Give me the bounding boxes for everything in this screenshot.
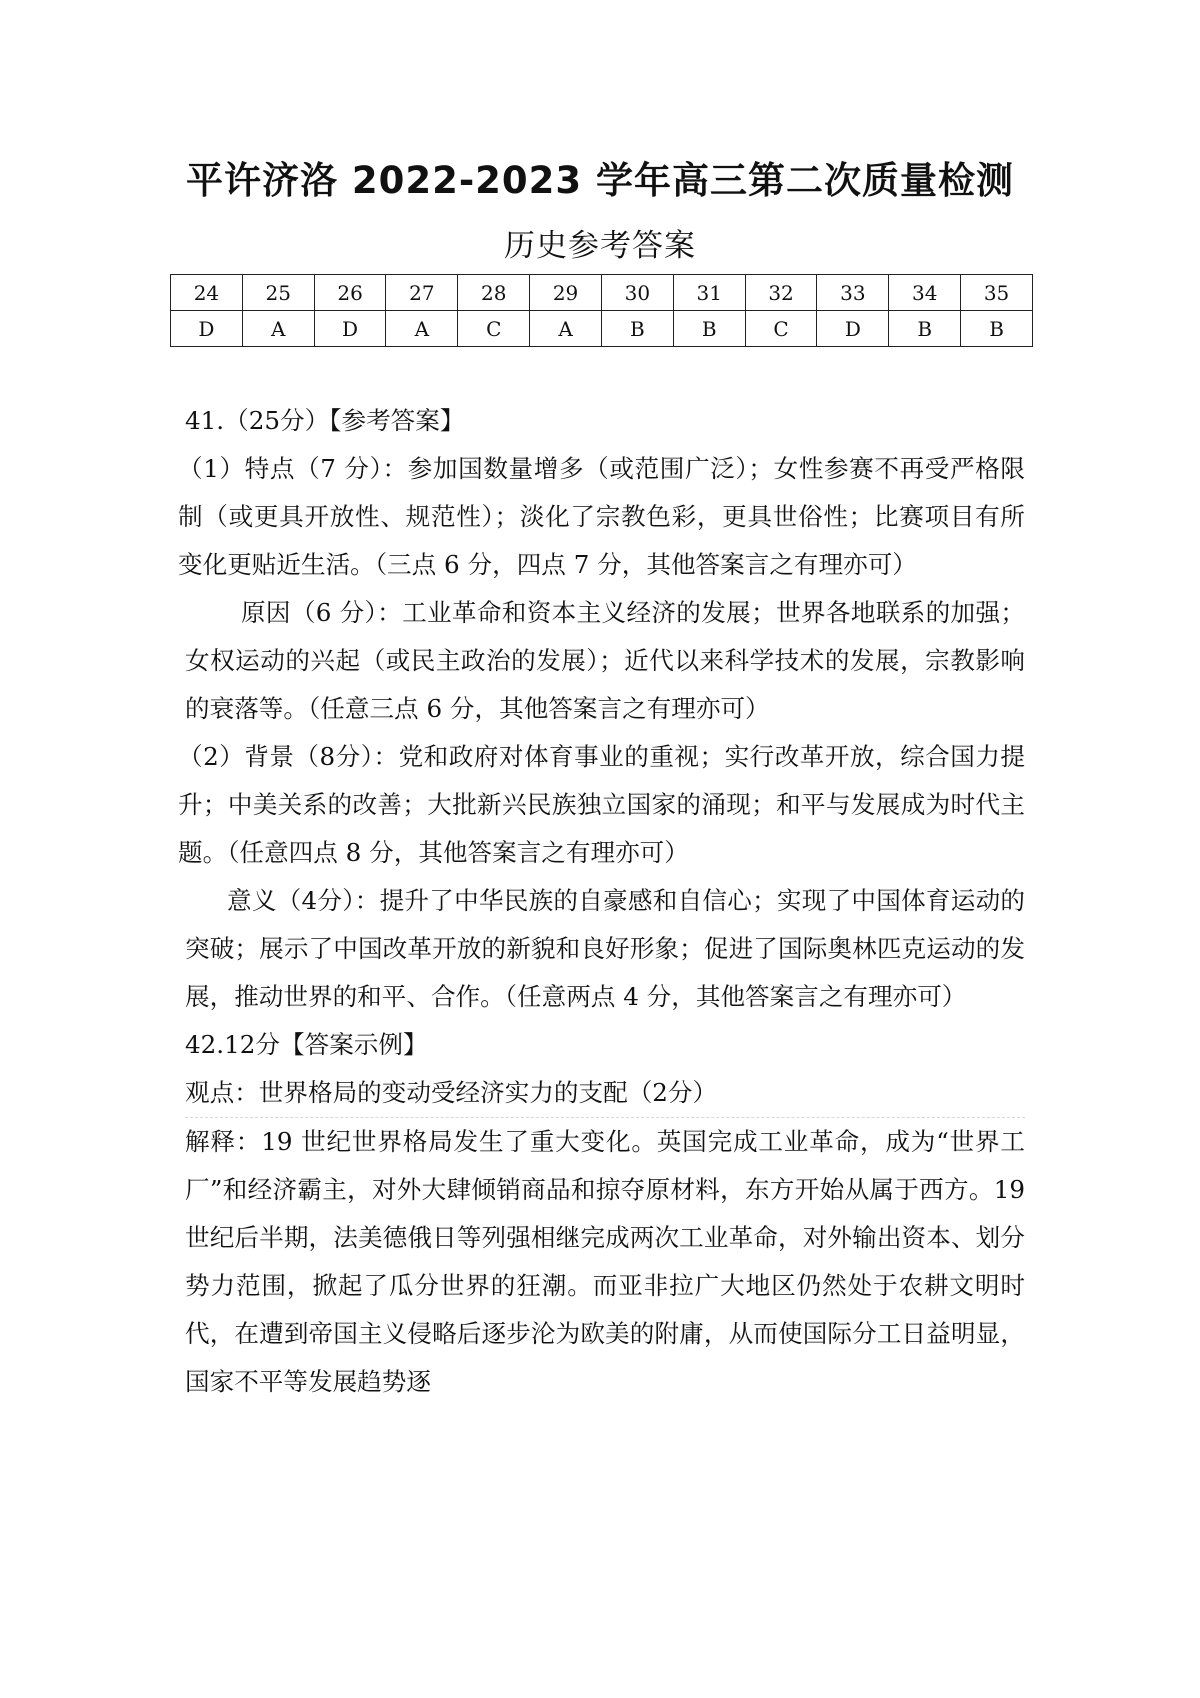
- question-number-cell: 24: [171, 275, 243, 311]
- answer-cell: B: [961, 311, 1033, 347]
- answer-cell: A: [530, 311, 602, 347]
- question-number-cell: 28: [458, 275, 530, 311]
- question-number-cell: 34: [889, 275, 961, 311]
- question-number-cell: 32: [745, 275, 817, 311]
- question-number-cell: 35: [961, 275, 1033, 311]
- q42-heading: 42.12分【答案示例】: [185, 1030, 428, 1059]
- question-number-cell: 27: [386, 275, 458, 311]
- question-number-cell: 30: [601, 275, 673, 311]
- q42-viewpoint: 观点：世界格局的变动受经济实力的支配（2分）: [185, 1069, 1025, 1118]
- question-number-row: [171, 275, 1033, 311]
- q41-part1-reasons: 原因（6 分）：工业革命和资本主义经济的发展；世界各地联系的加强；女权运动的兴起（或民主政治的发展）；近代以来科学技术的发展，宗教影响的衰落等。（任意三点 6 分，其他答案言之有理亦可）: [185, 598, 1025, 723]
- answer-cell: D: [314, 311, 386, 347]
- answer-cell: A: [386, 311, 458, 347]
- answer-cell: C: [745, 311, 817, 347]
- answer-cell: A: [242, 311, 314, 347]
- document-title: 平许济洛 2022-2023 学年高三第二次质量检测: [185, 159, 1015, 202]
- q41-heading: 41.（25分）【参考答案】: [185, 406, 465, 435]
- answer-table: [170, 274, 1033, 347]
- answer-cell: C: [458, 311, 530, 347]
- answer-row: [171, 311, 1033, 347]
- q42-explanation: 解释：19 世纪世界格局发生了重大变化。英国完成工业革命，成为“世界工厂”和经济霸主，对外大肆倾销商品和掠夺原材料，东方开始从属于西方。19 世纪后半期，法美德俄日等列强相继完成两次工业革命，对外输出资本、划分势力范围，掀起了瓜分世界的狂潮。而亚非拉广大地区仍然处于农耕文明时代，在遭到帝国主义侵略后逐步沦为欧美的附庸，从而使国际分工日益明显，国家不平等发展趋势逐: [185, 1127, 1025, 1396]
- answer-cell: B: [601, 311, 673, 347]
- document-subtitle: 历史参考答案: [504, 228, 696, 264]
- question-number-cell: 26: [314, 275, 386, 311]
- answer-cell: B: [889, 311, 961, 347]
- answer-cell: D: [817, 311, 889, 347]
- q41-part2-background: （2）背景（8分）：党和政府对体育事业的重视；实行改革开放，综合国力提升；中美关系的改善；大批新兴民族独立国家的涌现；和平与发展成为时代主题。（任意四点 8 分，其他答案言之有理亦可）: [178, 742, 1025, 867]
- q41-part1-features: （1）特点（7 分）：参加国数量增多（或范围广泛）；女性参赛不再受严格限制（或更具开放性、规范性）；淡化了宗教色彩，更具世俗性；比赛项目有所变化更贴近生活。（三点 6 分，四点 7 分，其他答案言之有理亦可）: [178, 454, 1025, 579]
- question-number-cell: 33: [817, 275, 889, 311]
- question-number-cell: 25: [242, 275, 314, 311]
- answer-cell: D: [171, 311, 243, 347]
- question-number-cell: 29: [530, 275, 602, 311]
- answer-cell: B: [673, 311, 745, 347]
- q41-part2-significance: 意义（4分）：提升了中华民族的自豪感和自信心；实现了中国体育运动的突破；展示了中国改革开放的新貌和良好形象；促进了国际奥林匹克运动的发展，推动世界的和平、合作。（任意两点 4 分，其他答案言之有理亦可）: [185, 886, 1025, 1011]
- answer-body: [178, 397, 1025, 1406]
- question-number-cell: 31: [673, 275, 745, 311]
